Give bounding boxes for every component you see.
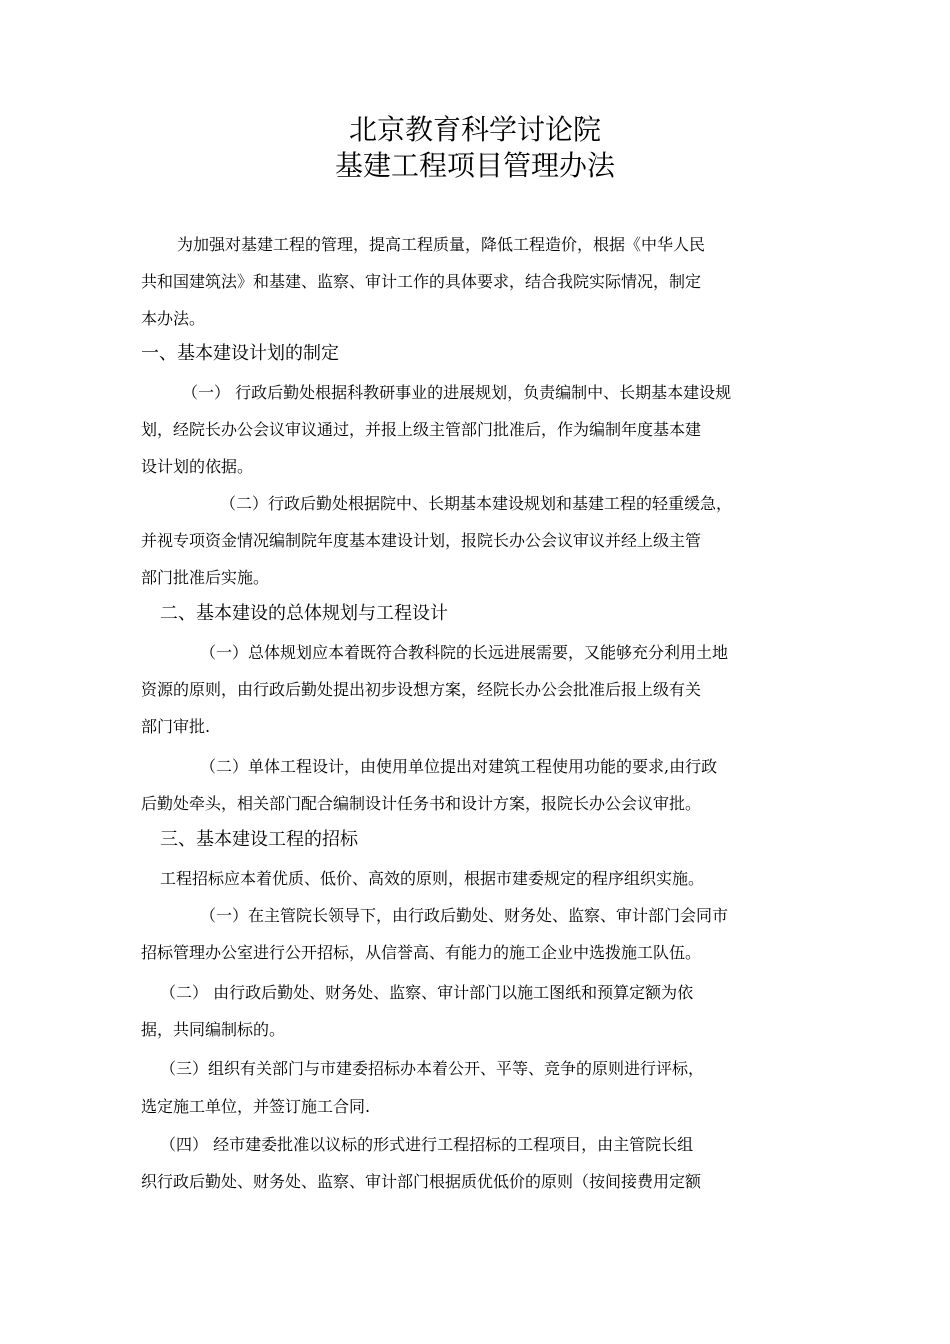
document-title-line2: 基建工程项目管理办法 xyxy=(334,149,615,182)
paragraph-line: 织行政后勤处、财务处、监察、审计部门根据质优低价的原则（按间接费用定额 xyxy=(141,1172,702,1191)
intro-line: 共和国建筑法》和基建、监察、审计工作的具体要求，结合我院实际情况，制定 xyxy=(141,272,702,291)
paragraph-line: （一）在主管院长领导下，由行政后勤处、财务处、监察、审计部门会同市 xyxy=(200,906,729,925)
paragraph-line: 工程招标应本着优质、低价、高效的原则，根据市建委规定的程序组织实施。 xyxy=(160,869,705,888)
document-title-line1: 北京教育科学讨论院 xyxy=(348,113,601,146)
paragraph-line: （二） 由行政后勤处、财务处、监察、审计部门以施工图纸和预算定额为依 xyxy=(160,983,694,1002)
paragraph-line: 招标管理办公室进行公开招标，从信誉高、有能力的施工企业中选拨施工队伍。 xyxy=(141,943,702,962)
paragraph-line: 部门批准后实施。 xyxy=(141,568,270,587)
paragraph-line: 选定施工单位，并签订施工合同. xyxy=(141,1097,371,1116)
paragraph-line: 并视专项资金情况编制院年度基本建设计划，报院长办公会议审议并经上级主管 xyxy=(141,531,702,550)
paragraph-line: 资源的原则，由行政后勤处提出初步设想方案，经院长办公会批准后报上级有关 xyxy=(141,680,702,699)
intro-line: 为加强对基建工程的管理，提高工程质量，降低工程造价，根据《中华人民 xyxy=(177,235,706,254)
paragraph-line: （二）单体工程设计，由使用单位提出对建筑工程使用功能的要求,由行政 xyxy=(200,757,718,776)
paragraph-line: （二）行政后勤处根据院中、长期基本建设规划和基建工程的轻重缓急， xyxy=(220,494,733,513)
paragraph-line: 据，共同编制标的。 xyxy=(141,1020,286,1039)
paragraph-line: （一）总体规划应本着既符合教科院的长远进展需要，又能够充分利用土地 xyxy=(200,643,729,662)
intro-line: 本办法。 xyxy=(141,309,206,328)
section-heading: 三、基本建设工程的招标 xyxy=(160,829,358,850)
paragraph-line: （三）组织有关部门与市建委招标办本着公开、平等、竞争的原则进行评标， xyxy=(160,1059,705,1078)
paragraph-line: （一） 行政后勤处根据科教研事业的进展规划，负责编制中、长期基本建设规 xyxy=(182,383,732,402)
paragraph-line: 后勤处牵头，相关部门配合编制设计任务书和设计方案，报院长办公会议审批。 xyxy=(141,794,702,813)
paragraph-line: 部门审批. xyxy=(141,717,211,736)
paragraph-line: （四） 经市建委批准以议标的形式进行工程招标的工程项目，由主管院长组 xyxy=(160,1135,694,1154)
section-heading: 一、基本建设计划的制定 xyxy=(141,343,339,364)
paragraph-line: 划，经院长办公会议审议通过，并报上级主管部门批准后，作为编制年度基本建 xyxy=(141,420,702,439)
section-heading: 二、基本建设的总体规划与工程设计 xyxy=(160,603,448,624)
paragraph-line: 设计划的依据。 xyxy=(141,457,254,476)
